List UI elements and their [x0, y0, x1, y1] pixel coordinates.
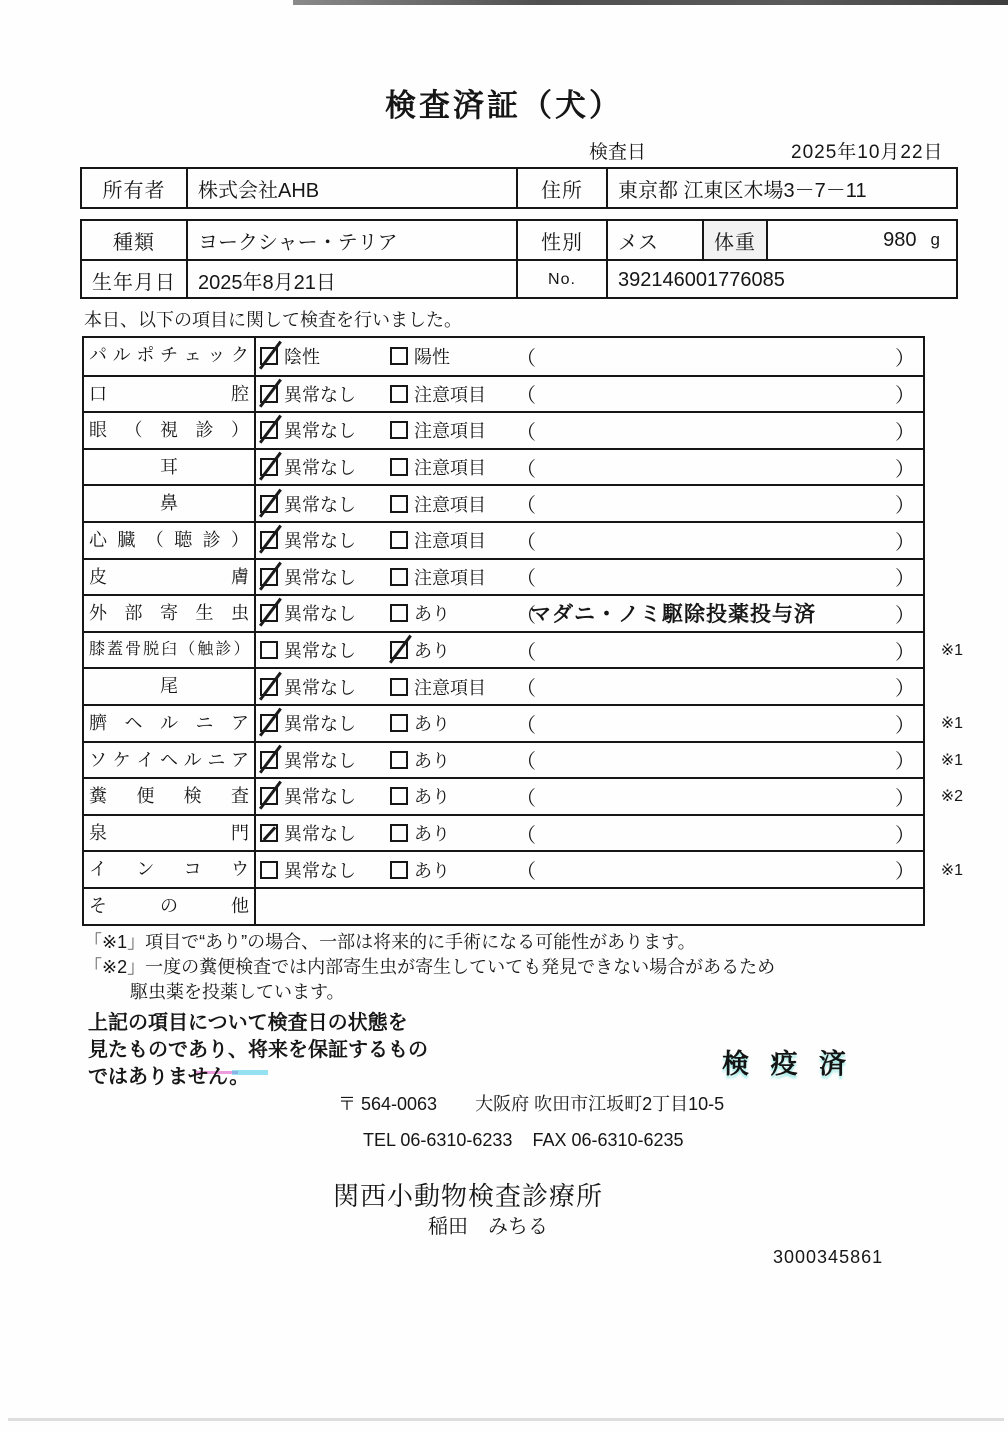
inspection-date-label: 検査日 [589, 142, 647, 163]
checklist-row-label: イ ン コ ウ [84, 852, 256, 887]
checklist-row-content [256, 338, 923, 375]
checklist-option-label: 異常なし [284, 458, 356, 479]
pet-row-2 [82, 259, 956, 299]
checkbox-unchecked-icon [390, 495, 408, 513]
open-paren: （ [516, 568, 536, 591]
checklist-option [390, 377, 486, 412]
checkbox-checked-icon [390, 641, 408, 659]
checkbox-unchecked-icon [390, 678, 408, 696]
close-paren: ） [895, 787, 915, 810]
close-paren: ） [895, 714, 915, 737]
checklist-option [260, 413, 356, 448]
footnote-ref-marker: ※1 [940, 642, 963, 660]
checklist-option [390, 523, 486, 558]
checkbox-checked-icon [260, 787, 278, 805]
open-paren: （ [516, 531, 536, 554]
checklist-row-content [256, 560, 923, 595]
weight-value: 980 [883, 228, 917, 251]
open-paren: （ [516, 714, 536, 737]
footnote-ref-marker: ※2 [940, 788, 963, 806]
checklist-option [260, 450, 356, 485]
checklist-option-label: あり [414, 604, 450, 625]
checklist-row [84, 741, 963, 778]
checkbox-unchecked-icon [390, 531, 408, 549]
checkbox-unchecked-icon [390, 458, 408, 476]
scan-artifact-top-bar [293, 0, 1008, 5]
disclaimer-text [88, 1010, 428, 1091]
checklist-option [390, 706, 450, 741]
checklist-option-label: あり [414, 750, 450, 771]
checklist-option-label: 注意項目 [414, 494, 486, 515]
checklist-row-content [256, 669, 923, 704]
checklist-option-label: 異常なし [284, 641, 356, 662]
checkbox-unchecked-icon [390, 385, 408, 403]
open-paren: （ [516, 678, 536, 701]
footnote-ref-marker: ※1 [940, 715, 963, 733]
footnote-ref-marker: ※1 [940, 861, 963, 879]
checklist-option-label: あり [414, 641, 450, 662]
checklist-row-content [256, 743, 923, 778]
checklist-option [260, 779, 356, 814]
close-paren: ） [895, 641, 915, 664]
checklist-row-content [256, 633, 923, 668]
checklist-option [260, 852, 356, 887]
checklist-option-label: 注意項目 [414, 458, 486, 479]
checklist-option [390, 560, 486, 595]
pet-table [80, 219, 958, 299]
clinic-tel: TEL 06-6310-6233 [363, 1130, 513, 1150]
checklist-option [390, 816, 450, 851]
checkbox-unchecked-icon [390, 861, 408, 879]
sex-value: メス [606, 221, 702, 259]
checklist-option [260, 743, 356, 778]
checkbox-checked-icon [260, 678, 278, 696]
checkbox-unchecked-icon [260, 641, 278, 659]
checkbox-checked-icon [260, 568, 278, 586]
checklist-row-content [256, 816, 923, 851]
close-paren: ） [895, 604, 915, 627]
disclaimer-line-2: 見たものであり、将来を保証するもの [88, 1039, 428, 1061]
close-paren: ） [895, 861, 915, 884]
weight-unit: g [930, 230, 940, 249]
checklist-row-label: パ ル ポ チ ェ ッ ク [84, 338, 256, 375]
checklist-option [390, 450, 486, 485]
checklist-option [390, 338, 450, 375]
birthdate-label: 生年月日 [92, 271, 176, 294]
checklist-row [84, 411, 923, 448]
stamped-note-text: マダニ・ノミ駆除投薬投与済 [530, 603, 816, 627]
sex-label: 性別 [516, 221, 606, 259]
checklist-option-label: 異常なし [284, 824, 356, 845]
checklist-row-content [256, 889, 923, 924]
close-paren: ） [895, 531, 915, 554]
checklist-option-label: あり [414, 824, 450, 845]
checklist-row [84, 375, 923, 412]
checklist-row [84, 777, 963, 814]
close-paren: ） [895, 347, 915, 370]
checklist-row-label: 口 腔 [84, 377, 256, 412]
checklist-option [390, 633, 450, 668]
checklist-option-label: 注意項目 [414, 567, 486, 588]
checklist-row [84, 521, 923, 558]
checkbox-unchecked-icon [390, 347, 408, 365]
checklist-row-label: 皮 膚 [84, 560, 256, 595]
breed-label: 種類 [113, 231, 155, 254]
checklist-row-label: 泉 門 [84, 816, 256, 851]
checklist-option-label: 異常なし [284, 677, 356, 698]
checklist-row [84, 704, 963, 741]
checkbox-checked-icon [260, 604, 278, 622]
checklist-option-label: 異常なし [284, 604, 356, 625]
checkbox-unchecked-icon [390, 751, 408, 769]
close-paren: ） [895, 568, 915, 591]
clinic-address: 大阪府 吹田市江坂町2丁目10-5 [475, 1094, 725, 1114]
checklist-row [84, 667, 923, 704]
checklist-option [260, 596, 356, 631]
checklist-option [260, 633, 356, 668]
close-paren: ） [895, 824, 915, 847]
checklist-row-content [256, 852, 923, 887]
clinic-name: 関西小動物検査診療所 [333, 1181, 604, 1211]
checklist-option-label: 異常なし [284, 494, 356, 515]
checklist-option-label: あり [414, 714, 450, 735]
checklist-option [390, 413, 486, 448]
checklist-table [82, 336, 963, 926]
checkbox-checked-icon [260, 421, 278, 439]
open-paren: （ [516, 824, 536, 847]
checklist-option [260, 523, 356, 558]
checklist-option-label: 異常なし [284, 567, 356, 588]
clinic-fax: FAX 06-6310-6235 [532, 1130, 684, 1150]
checklist-option [260, 377, 356, 412]
breed-value: ヨークシャー・テリア [186, 221, 516, 259]
veterinarian-name: 稲田 みちる [428, 1216, 548, 1238]
open-paren: （ [516, 458, 536, 481]
checklist-option [260, 560, 356, 595]
checklist-row-content [256, 413, 923, 448]
open-paren: （ [516, 641, 536, 664]
checklist-row-label: 膝蓋骨脱臼（触診） [84, 633, 256, 668]
checkbox-unchecked-icon [390, 568, 408, 586]
checklist-option [260, 816, 356, 851]
checklist-option-label: 異常なし [284, 714, 356, 735]
checkbox-checked-icon [260, 385, 278, 403]
checklist-option-label: あり [414, 787, 450, 808]
checklist-option [390, 596, 450, 631]
number-value: 392146001776085 [606, 261, 956, 299]
checklist-row-label: 耳 [84, 450, 256, 485]
close-paren: ） [895, 458, 915, 481]
checklist-row-label: 鼻 [84, 486, 256, 521]
checklist-row-content [256, 377, 923, 412]
open-paren: （ [516, 751, 536, 774]
scan-artifact-bottom-line [8, 1418, 1004, 1421]
close-paren: ） [895, 385, 915, 408]
checklist-option [260, 706, 356, 741]
checklist-option [390, 779, 450, 814]
page-title: 検査済証（犬） [385, 88, 623, 123]
footnote-2-continuation: 駆虫薬を投薬しています。 [130, 982, 345, 1002]
checklist-option-label: 注意項目 [414, 531, 486, 552]
checkbox-unchecked-icon [390, 421, 408, 439]
checklist-option-label: 異常なし [284, 531, 356, 552]
disclaimer-line-3: ではありません。 [88, 1066, 250, 1088]
checklist-row-label: 眼 （ 視 診 ） [84, 413, 256, 448]
weight-label: 体重 [702, 221, 766, 259]
checklist-row-content [256, 523, 923, 558]
checklist-option [390, 743, 450, 778]
close-paren: ） [895, 678, 915, 701]
quarantine-stamp: 検 疫 済 [722, 1049, 854, 1079]
checkbox-unchecked-icon [390, 787, 408, 805]
checklist-option-label: 注意項目 [414, 384, 486, 405]
address-value: 東京都 江東区木場3－7－11 [606, 169, 956, 207]
checklist-option [260, 338, 320, 375]
checklist-row-content [256, 486, 923, 521]
open-paren: （ [516, 604, 536, 627]
checklist-option-label: 注意項目 [414, 677, 486, 698]
serial-number: 3000345861 [773, 1247, 884, 1267]
checkbox-checked-icon [260, 531, 278, 549]
checkbox-unchecked-icon [260, 861, 278, 879]
checklist-row [84, 594, 923, 631]
checklist-row [84, 850, 963, 887]
checkbox-checked-icon [260, 458, 278, 476]
birthdate-value: 2025年8月21日 [186, 261, 516, 299]
checklist-option [260, 669, 356, 704]
inspection-date-value: 2025年10月22日 [791, 142, 944, 163]
clinic-tel-line [363, 1130, 684, 1151]
owner-value: 株式会社AHB [186, 169, 516, 207]
checklist-option-label: 陽性 [414, 347, 450, 368]
footnote-1: 「※1」項目で“あり”の場合、一部は将来的に手術になる可能性があります。 [84, 932, 696, 952]
checkbox-unchecked-icon [390, 714, 408, 732]
owner-row [82, 169, 956, 207]
checklist-option-label: 陰性 [284, 347, 320, 368]
weight-value-cell [766, 221, 956, 259]
checklist-row [84, 484, 923, 521]
checklist-option [390, 669, 486, 704]
checklist-row [84, 631, 963, 668]
pet-row-1 [82, 221, 956, 259]
checklist-row [84, 814, 923, 851]
intro-text: 本日、以下の項目に関して検査を行いました。 [84, 310, 462, 330]
checklist-row-content [256, 596, 923, 631]
checklist-row [84, 558, 923, 595]
checklist-option-label: あり [414, 860, 450, 881]
clinic-postal-line [338, 1090, 724, 1116]
owner-label: 所有者 [102, 179, 166, 202]
open-paren: （ [516, 861, 536, 884]
checklist-row-label: 心 臓 （ 聴 診 ） [84, 523, 256, 558]
checklist-row-content [256, 779, 923, 814]
checklist-option [390, 486, 486, 521]
checklist-row-label: 外 部 寄 生 虫 [84, 596, 256, 631]
checkbox-checked-icon [260, 714, 278, 732]
checklist-row-label: そ の 他 [84, 889, 256, 924]
open-paren: （ [516, 347, 536, 370]
checklist-row [84, 338, 923, 375]
checklist-row-label: 糞 便 検 査 [84, 779, 256, 814]
address-label: 住所 [516, 169, 606, 207]
checklist-row-content [256, 450, 923, 485]
checklist-option-label: 異常なし [284, 421, 356, 442]
footnote-ref-marker: ※1 [940, 751, 963, 769]
disclaimer-line-1: 上記の項目について検査日の状態を [88, 1012, 408, 1034]
close-paren: ） [895, 751, 915, 774]
owner-table [80, 167, 958, 209]
checklist-option-label: 注意項目 [414, 421, 486, 442]
checklist-row-content [256, 706, 923, 741]
checkbox-unchecked-icon [390, 824, 408, 842]
open-paren: （ [516, 421, 536, 444]
checklist-row-label: 尾 [84, 669, 256, 704]
close-paren: ） [895, 421, 915, 444]
checklist-option-label: 異常なし [284, 384, 356, 405]
checklist-row-label: ソ ケ イ ヘ ル ニ ア [84, 743, 256, 778]
checkbox-checked-icon [260, 824, 278, 842]
checkbox-unchecked-icon [390, 604, 408, 622]
checkbox-checked-icon [260, 347, 278, 365]
footnote-2: 「※2」一度の糞便検査では内部寄生虫が寄生していても発見できない場合があるため [84, 957, 776, 977]
checklist-option [390, 852, 450, 887]
checkbox-checked-icon [260, 751, 278, 769]
open-paren: （ [516, 495, 536, 518]
clinic-postal-code: 〒 564-0063 [338, 1094, 438, 1114]
checklist-option-label: 異常なし [284, 787, 356, 808]
close-paren: ） [895, 495, 915, 518]
checklist-option-label: 異常なし [284, 860, 356, 881]
checkbox-checked-icon [260, 495, 278, 513]
checklist-row [84, 448, 923, 485]
open-paren: （ [516, 787, 536, 810]
checklist-row [84, 887, 923, 924]
open-paren: （ [516, 385, 536, 408]
checklist-row-label: 臍 ヘ ル ニ ア [84, 706, 256, 741]
footnotes [84, 930, 775, 1005]
number-label: No. [516, 261, 606, 299]
checklist-option-label: 異常なし [284, 750, 356, 771]
checklist-option [260, 486, 356, 521]
